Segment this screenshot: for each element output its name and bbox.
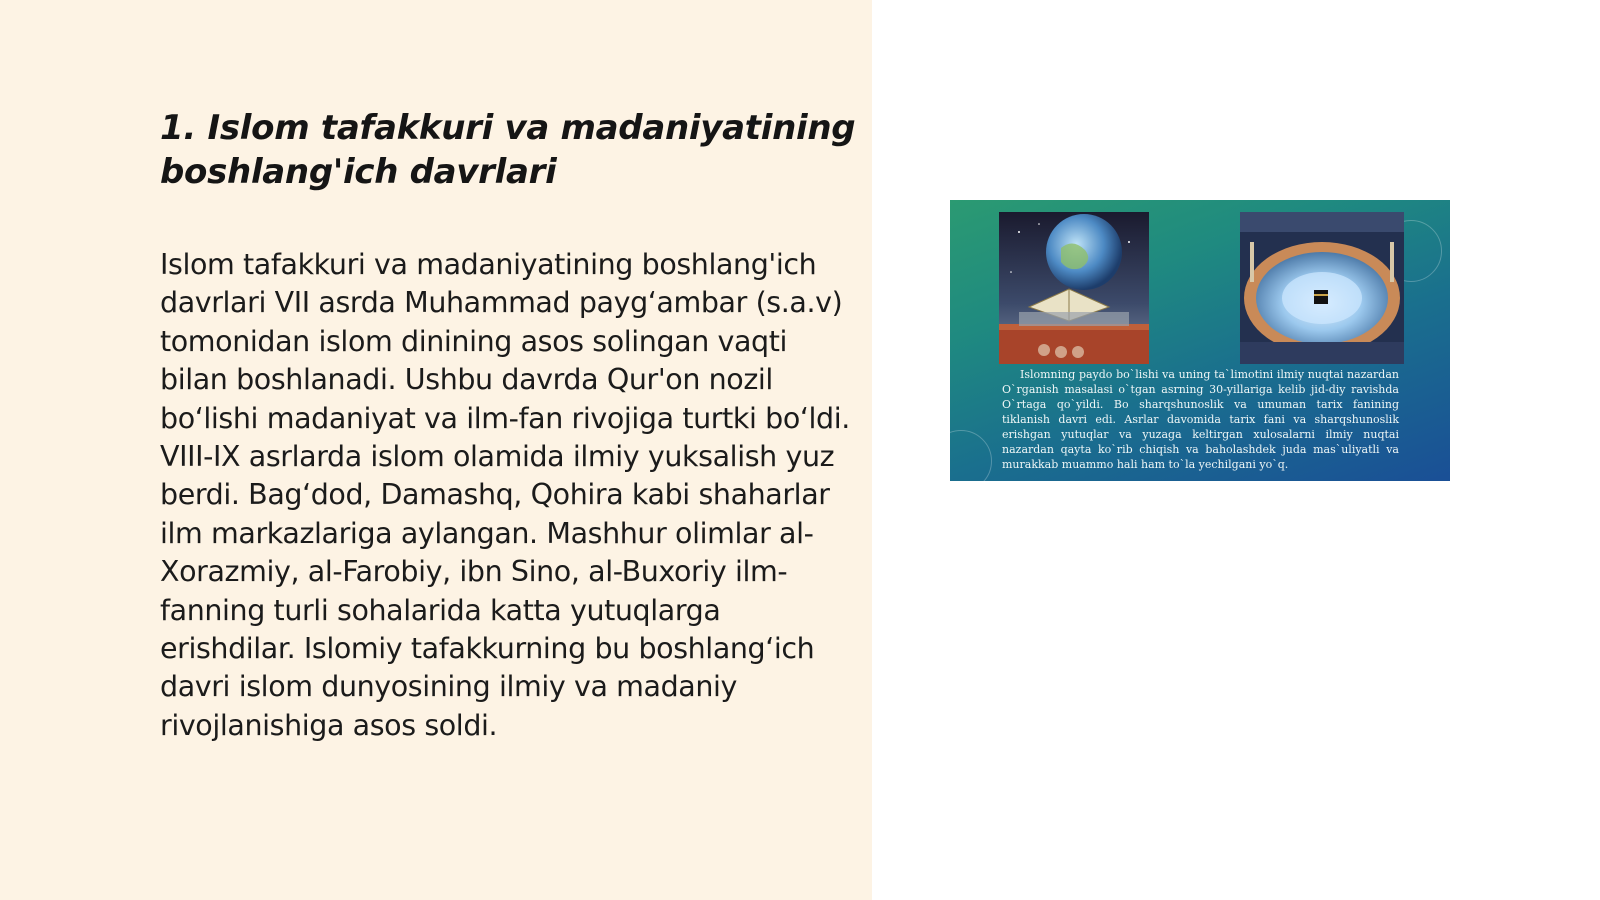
illustration-image bbox=[950, 200, 1450, 481]
slide-title: 1. Islom tafakkuri va madaniyatining boshlang'ich davrlari bbox=[160, 108, 856, 192]
kaaba-mosque-photo bbox=[1240, 212, 1404, 364]
decorative-circle bbox=[950, 430, 992, 481]
quran-globe-photo bbox=[999, 212, 1149, 364]
image-caption: Islomning paydo bo`lishi va uning ta`limotini ilmiy nuqtai nazardan O`rganish masalasi o`tgan asrning 30-yillariga kelib jid-diy ravishda O`rtaga qo`yildi. Bo sharqshunoslik va umuman tarix fanining tiklanish davri edi. Asrlar davomida tarix fani va sharqshunoslik erishgan yutuqlar va yuzaga keltirgan xulosalarni ilmiy nuqtai nazardan qayta ko`rib chiqish va baholashdek juda mas`uliyatli va murakkab muammo hali ham to`la yechilgani yo`q. bbox=[1002, 368, 1399, 471]
slide-body-text: Islom tafakkuri va madaniyatining boshlang'ich davrlari VII asrda Muhammad payg‘ambar (s.a.v) tomonidan islom dinining asos solingan vaqti bilan boshlanadi. Ushbu davrda Qur'on nozil bo‘lishi madaniyat va ilm-fan rivojiga turtki bo‘ldi. VIII-IX asrlarda islom olamida ilmiy yuksalish yuz berdi. Bag‘dod, Damashq, Qohira kabi shaharlar ilm markazlariga aylangan. Mashhur olimlar al-Xorazmiy, al-Farobiy, ibn Sino, al-Buxoriy ilm-fanning turli sohalarida katta yutuqlarga erishdilar. Islomiy tafakkurning bu boshlang‘ich davri islom dunyosining ilmiy va madaniy rivojlanishiga asos soldi. bbox=[160, 248, 850, 742]
